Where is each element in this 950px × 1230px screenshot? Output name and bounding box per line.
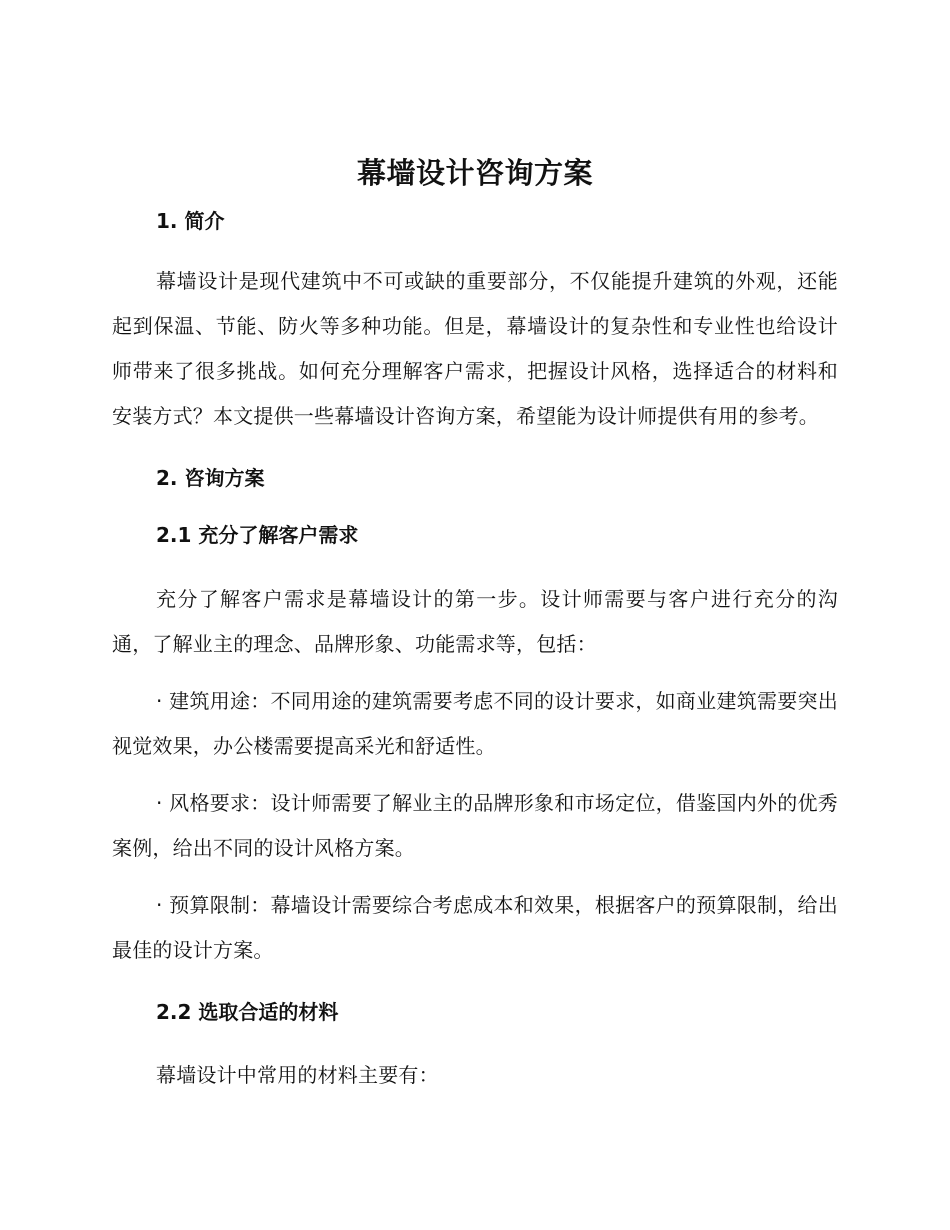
subsection-heading-materials: 2.2 选取合适的材料 (156, 1000, 339, 1024)
section-heading-consult: 2. 咨询方案 (156, 466, 265, 490)
intro-paragraph: 幕墙设计是现代建筑中不可或缺的重要部分，不仅能提升建筑的外观，还能起到保温、节能、防火等多种功能。但是，幕墙设计的复杂性和专业性也给设计师带来了很多挑战。如何充分理解客户需求，把握设计风格，选择适合的材料和安装方式？本文提供一些幕墙设计咨询方案，希望能为设计师提供有用的参考。 (112, 269, 838, 428)
client-needs-paragraph: 充分了解客户需求是幕墙设计的第一步。设计师需要与客户进行充分的沟通，了解业主的理念、品牌形象、功能需求等，包括： (112, 587, 838, 656)
bullet-style-requirements: · 风格要求：设计师需要了解业主的品牌形象和市场定位，借鉴国内外的优秀案例，给出不同的设计风格方案。 (112, 791, 838, 860)
section-heading-intro: 1. 简介 (156, 209, 225, 233)
subsection-heading-client-needs: 2.1 充分了解客户需求 (156, 523, 359, 547)
materials-paragraph: 幕墙设计中常用的材料主要有： (156, 1063, 439, 1087)
document-title: 幕墙设计咨询方案 (356, 156, 593, 190)
bullet-building-use: · 建筑用途：不同用途的建筑需要考虑不同的设计要求，如商业建筑需要突出视觉效果，办公楼需要提高采光和舒适性。 (112, 689, 838, 758)
bullet-budget-limits: · 预算限制：幕墙设计需要综合考虑成本和效果，根据客户的预算限制，给出最佳的设计方案。 (112, 893, 838, 962)
